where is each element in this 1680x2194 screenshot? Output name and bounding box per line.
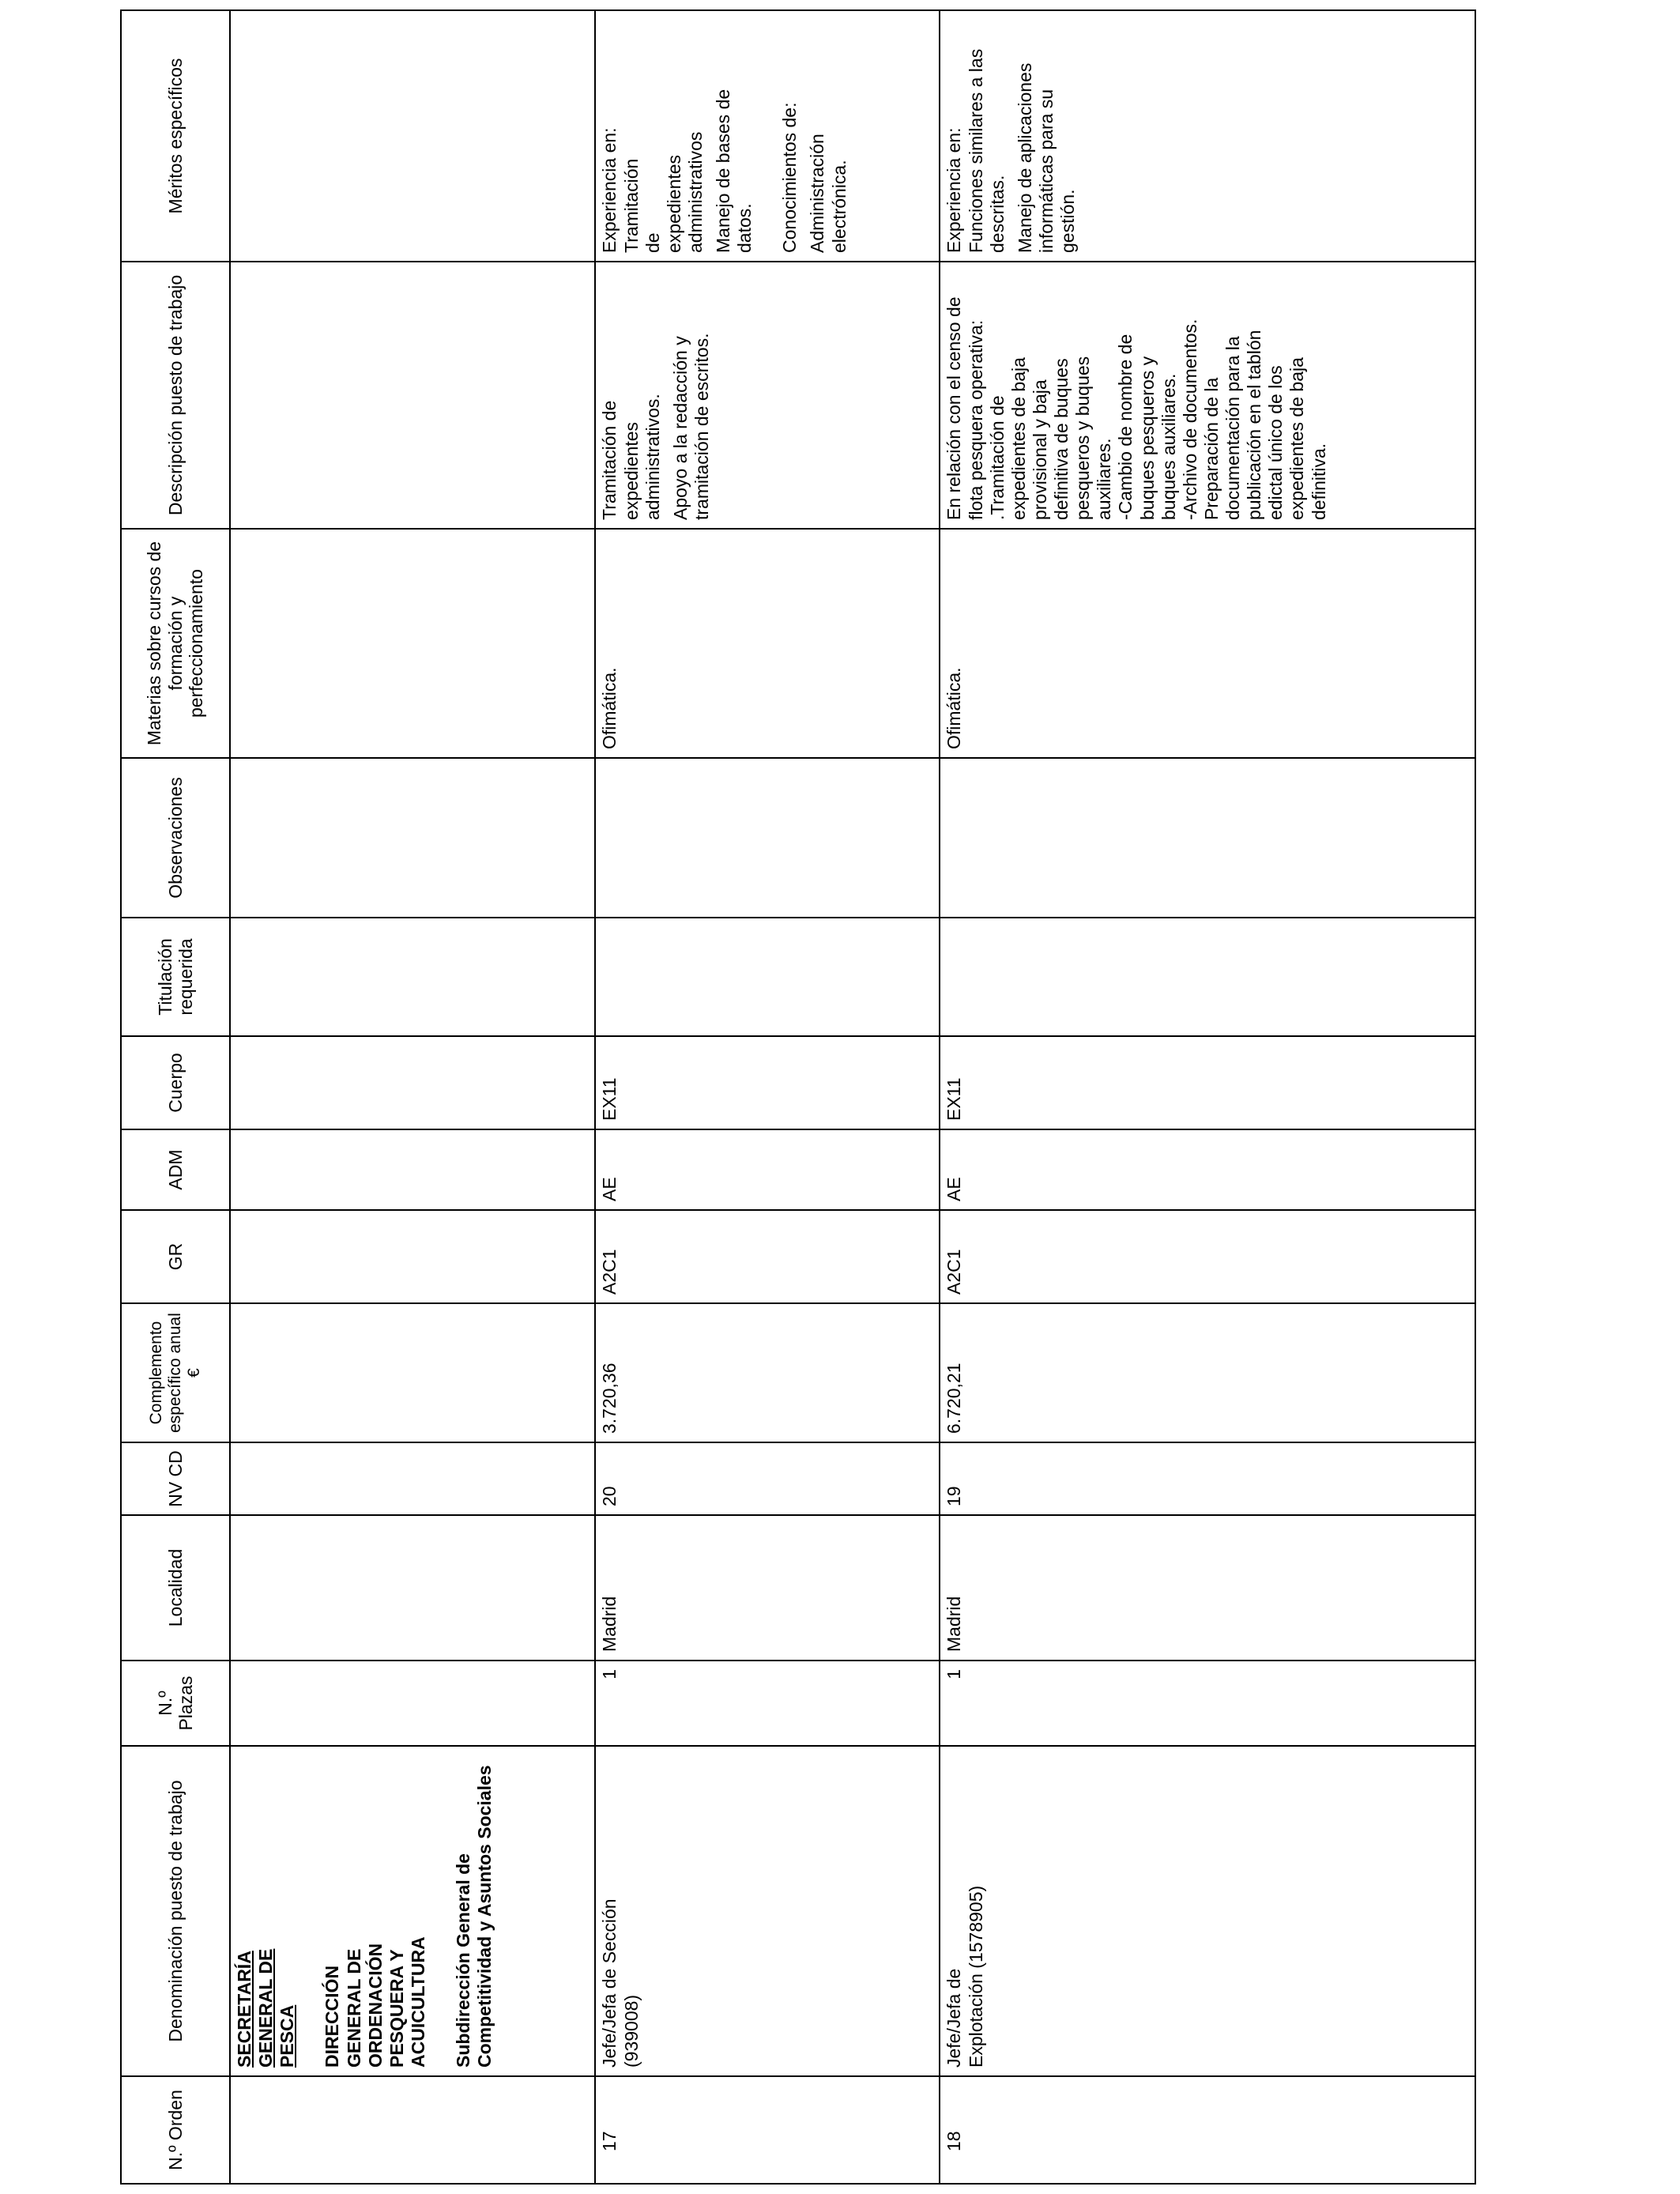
unit-secretaria: SECRETARÍA GENERAL DE PESCA <box>234 1948 298 2068</box>
cell-descripcion: En relación con el censo de flota pesquera operativa: .Tramitación de expedientes de baja provisional y baja definitiva de buques pesqueros y buques auxiliares. -Cambio de nombre de buques pesqueros y buques auxiliares. -Archivo de documentos. Preparación de la documentación para la publicación en el tablón edictal único de los expedientes de baja definitiva. <box>940 262 1475 529</box>
header-titulacion: Titulación requerida <box>121 918 230 1036</box>
header-materias: Materias sobre cursos de formación y perfeccionamiento <box>121 529 230 758</box>
table-row <box>230 10 595 2184</box>
table-row <box>940 10 1475 2184</box>
cell-descripcion: Tramitación de expedientes administrativos. Apoyo a la redacción y tramitación de escritos. <box>595 262 940 529</box>
cell-materias: Ofimática. <box>595 529 940 758</box>
cell-observaciones <box>595 758 940 918</box>
cell-adm: AE <box>940 1129 1475 1210</box>
cell-meritos: Experiencia en: Tramitación de expedientes administrativos Manejo de bases de datos. Conocimientos de: Administración electrónica. <box>595 10 940 262</box>
cell-localidad: Madrid <box>595 1515 940 1661</box>
header-complemento: Complemento específico anual € <box>121 1303 230 1442</box>
cell-complemento: 3.720,36 <box>595 1303 940 1442</box>
header-adm: ADM <box>121 1129 230 1210</box>
cell-nivel: 20 <box>595 1442 940 1515</box>
table-row <box>595 10 940 2184</box>
cell-plazas: 1 <box>940 1661 1475 1746</box>
header-localidad: Localidad <box>121 1515 230 1661</box>
header-nivel: NV CD <box>121 1442 230 1515</box>
header-orden: N.º Orden <box>121 2076 230 2184</box>
rotated-page <box>120 11 1476 2185</box>
cell-titulacion <box>940 918 1475 1036</box>
cell-titulacion <box>595 918 940 1036</box>
cell-materias: Ofimática. <box>940 529 1475 758</box>
unit-subdireccion: Subdirección General de Competitividad y Asuntos Sociales <box>453 1765 495 2068</box>
cell-denominacion: Jefe/Jefa de Explotación (1578905) <box>940 1746 1475 2076</box>
header-denominacion: Denominación puesto de trabajo <box>121 1746 230 2076</box>
cell-adm: AE <box>595 1129 940 1210</box>
cell-orden: 18 <box>940 2076 1475 2184</box>
unit-direccion: DIRECCIÓN GENERAL DE ORDENACIÓN PESQUERA Y ACUICULTURA <box>322 1936 428 2068</box>
cell-observaciones <box>940 758 1475 918</box>
header-descripcion: Descripción puesto de trabajo <box>121 262 230 529</box>
cell-complemento: 6.720,21 <box>940 1303 1475 1442</box>
cell-grupo: A2C1 <box>940 1210 1475 1303</box>
cell-denominacion: Jefe/Jefa de Sección (939008) <box>595 1746 940 2076</box>
header-grupo: GR <box>121 1210 230 1303</box>
cell-grupo: A2C1 <box>595 1210 940 1303</box>
header-cuerpo: Cuerpo <box>121 1036 230 1129</box>
cell-cuerpo: EX11 <box>595 1036 940 1129</box>
cell-plazas: 1 <box>595 1661 940 1746</box>
cell-cuerpo: EX11 <box>940 1036 1475 1129</box>
cell-nivel: 19 <box>940 1442 1475 1515</box>
cell-orden: 17 <box>595 2076 940 2184</box>
cell-localidad: Madrid <box>940 1515 1475 1661</box>
header-row <box>121 10 230 2184</box>
job-positions-table <box>120 9 1476 2185</box>
header-meritos: Méritos específicos <box>121 10 230 262</box>
header-plazas: N.º Plazas <box>121 1661 230 1746</box>
header-observaciones: Observaciones <box>121 758 230 918</box>
cell-meritos: Experiencia en: Funciones similares a las descritas. Manejo de aplicaciones informáticas para su gestión. <box>940 10 1475 262</box>
